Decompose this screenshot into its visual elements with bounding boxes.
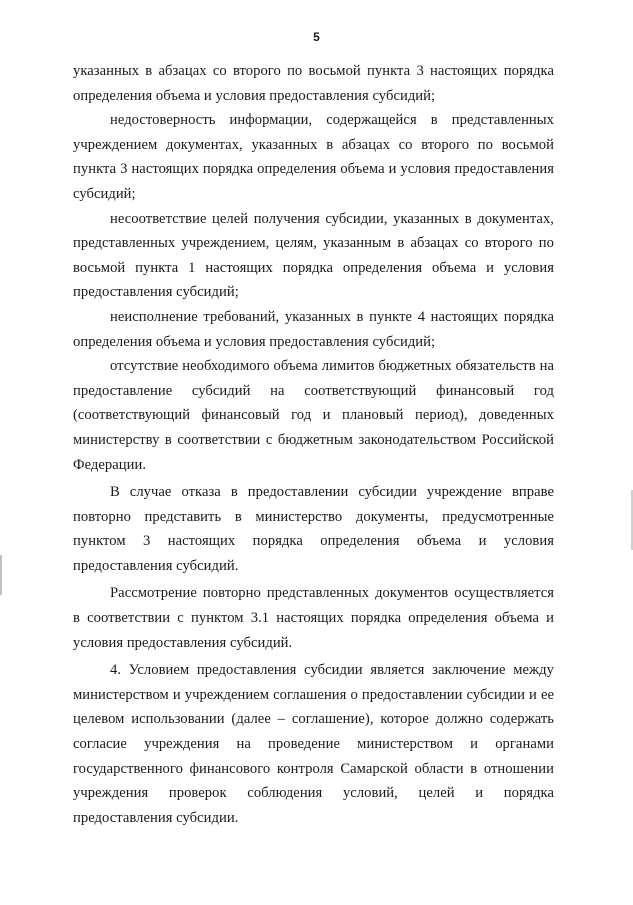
scan-edge-mark <box>0 555 2 595</box>
paragraph-unreliable-info: недостоверность информации, содержащейся в представленных учреждением документах, указанных в абзацах со второго по восьмой пункта 3 настоящих порядка определения объема и условия предоставления субсидий; <box>73 112 554 202</box>
paragraph-continuation: указанных в абзацах со второго по восьмой пункта 3 настоящих порядка определения объема и условия предоставления субсидий; <box>73 63 554 104</box>
paragraph-resubmission-review: Рассмотрение повторно представленных документов осуществляется в соответствии с пунктом 3.1 настоящих порядка определения объема и условия предоставления субсидий. <box>73 585 554 651</box>
document-body <box>73 59 554 830</box>
page-number: 5 <box>313 30 320 44</box>
paragraph-budget-limits: отсутствие необходимого объема лимитов бюджетных обязательств на предоставление субсидий на соответствующий финансовый год (соответствующий финансовый год и плановый период), доведенных министерству в соответствии с бюджетным законодательством Российской Федерации. <box>73 358 554 473</box>
paragraph-goal-mismatch: несоответствие целей получения субсидии, указанных в документах, представленных учреждением, целям, указанным в абзацах со второго по восьмой пункта 1 настоящих порядка определения объема и условия предоставления субсидий; <box>73 210 554 301</box>
paragraph-condition-agreement: 4. Условием предоставления субсидии является заключение между министерством и учреждением соглашения о предоставлении субсидии и ее целевом использовании (далее – соглашение), которое должно содержать согласие учреждения на проведение министерством и органами государственного финансового контроля Самарской области в отношении учреждения проверок соблюдения условий, целей и порядка предоставления субсидии. <box>73 662 554 826</box>
paragraph-requirements-nonfulfillment: неисполнение требований, указанных в пункте 4 настоящих порядка определения объема и условия предоставления субсидий; <box>73 308 554 350</box>
paragraph-refusal-resubmission: В случае отказа в предоставлении субсидии учреждение вправе повторно представить в министерство документы, предусмотренные пунктом 3 настоящих порядка определения объема и условия предоставления субсидий. <box>73 484 554 574</box>
